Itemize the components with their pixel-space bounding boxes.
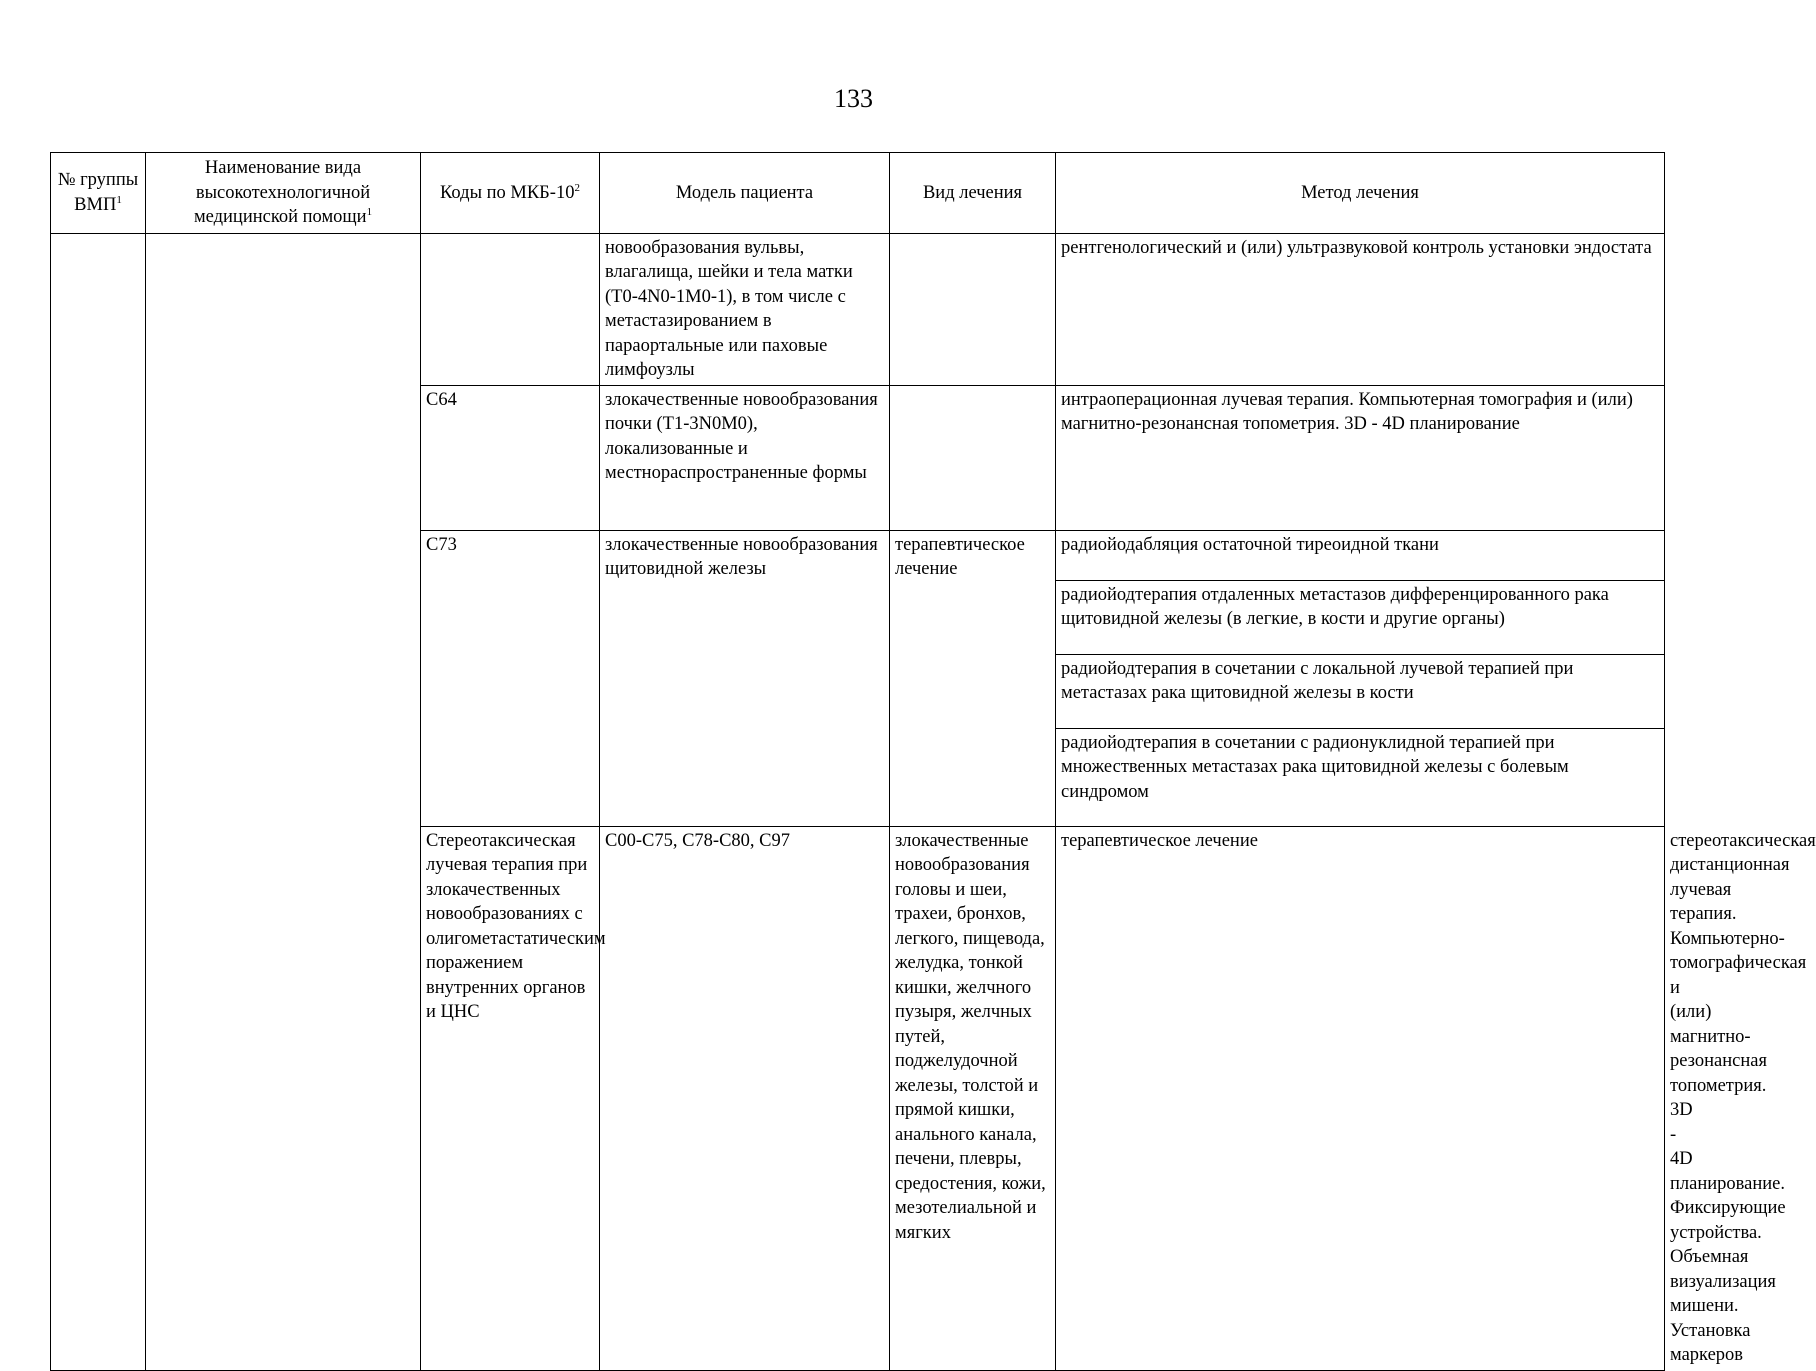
code-cell (421, 233, 600, 385)
type-cell (890, 385, 1056, 530)
model-cell: злокачественные новообразования щитовидной железы (600, 530, 890, 826)
group-cell (51, 233, 146, 1370)
vmp-table (50, 152, 1816, 1371)
name-cell: Стереотаксическая лучевая терапия при злокачественных новообразованиях с олигометастатическим поражением внутренних органов и ЦНС (421, 826, 600, 1370)
table-row (51, 233, 1665, 385)
code-cell: C64 (421, 385, 600, 530)
method-cell: радиойодабляция остаточной тиреоидной ткани (1056, 530, 1665, 580)
name-cell (146, 233, 421, 1370)
header-codes: Коды по МКБ-$10^2$ (421, 153, 600, 234)
header-group: № группы ВМП$^1$ (51, 153, 146, 234)
code-cell: C00-C75, C78-C80, C97 (600, 826, 890, 1370)
page-number: 133 (834, 84, 873, 113)
table-row: Стереотаксическая лучевая терапия при злокачественных новообразованиях с олигометастатическим поражением внутренних органов и ЦНС C00-C75, C78-C80, C97 злокачественные новообразования головы и шеи, трахеи, бронхов, легкого, пищевода, желудка, тонкой кишки, желчного пузыря, желчных путей, поджелудочной железы, толстой и прямой кишки, анального канала, печени, плевры, средостения, кожи, мезотелиальной и мягких терапевтическое лечение стереотаксическая дистанционная лучевая терапия. Компьютерно-томографическая и (или) магнитно-резонансная топометрия. 3D - 4D планирование. Фиксирующие устройства. Объемная визуализация мишени. Установка маркеров (51, 826, 1665, 1370)
type-cell: терапевтическое лечение (1056, 826, 1665, 1370)
method-cell: интраоперационная лучевая терапия. Компьютерная томография и (или) магнитно-резонансная топометрия. 3D - 4D планирование (1056, 385, 1665, 530)
header-name: Наименование вида высокотехнологичной медицинской помощи$^1$ (146, 153, 421, 234)
header-model: Модель пациента (600, 153, 890, 234)
code-cell: C73 (421, 530, 600, 826)
model-cell: новообразования вульвы, влагалища, шейки и тела матки (T0-4N0-1M0-1), в том числе с метастазированием в параортальные или паховые лимфоузлы (600, 233, 890, 385)
header-row (51, 153, 1665, 234)
model-cell: злокачественные новообразования головы и шеи, трахеи, бронхов, легкого, пищевода, желудка, тонкой кишки, желчного пузыря, желчных путей, поджелудочной железы, толстой и прямой кишки, анального канала, печени, плевры, средостения, кожи, мезотелиальной и мягких (890, 826, 1056, 1370)
type-cell: терапевтическое лечение (890, 530, 1056, 826)
method-cell: радиойодтерапия в сочетании с радионуклидной терапией при множественных метастазах рака щитовидной железы с болевым синдромом (1056, 728, 1665, 826)
method-cell: рентгенологический и (или) ультразвуковой контроль установки эндостата (1056, 233, 1665, 385)
method-cell: радиойодтерапия в сочетании с локальной лучевой терапией при метастазах рака щитовидной железы в кости (1056, 654, 1665, 728)
method-cell: радиойодтерапия отдаленных метастазов дифференцированного рака щитовидной железы (в легкие, в кости и другие органы) (1056, 580, 1665, 654)
model-cell: злокачественные новообразования почки (T1-3N0M0), локализованные и местнораспространенные формы (600, 385, 890, 530)
header-type: Вид лечения (890, 153, 1056, 234)
type-cell (890, 233, 1056, 385)
header-method: Метод лечения (1056, 153, 1665, 234)
